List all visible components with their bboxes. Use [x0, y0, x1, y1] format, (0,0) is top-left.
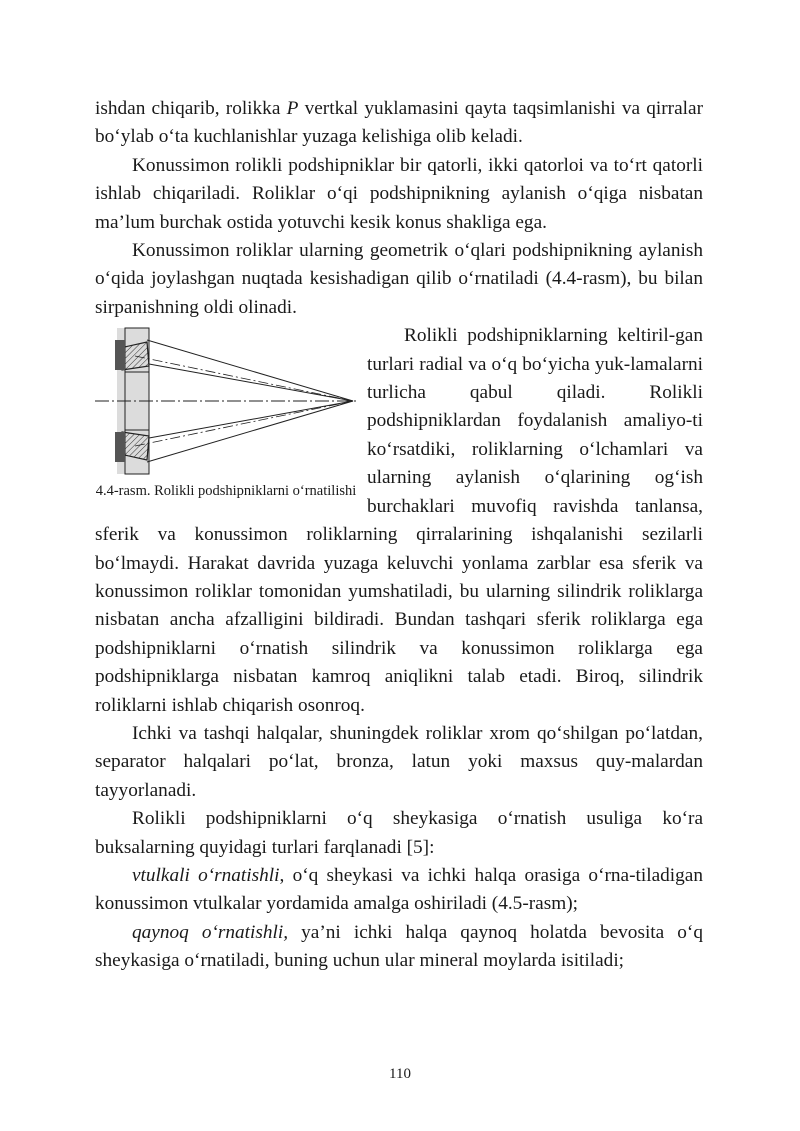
paragraph-4: Rolikli podshipniklarning keltiril-gan turlari radial va o‘q bo‘yicha yuk-lamalarni turlicha qabul qiladi. Rolikli podshipniklardan foydalanish amaliyo-ti ko‘rsatdiki, roliklarning o‘lchamlari va ularning aylanish o‘qlarining og‘ish burchaklari muvofiq ravishda tanlansa, sferik va konussimon roliklarning qirralarining ishqalanishi sezilarli bo‘lmaydi. Harakat davrida yuzaga keluvchi yonlama zarblar esa sferik va konussimon roliklar tomonidan yumshatiladi, bu ularning silindrik roliklarga nisbatan ancha afzalligini bildiradi. Bundan tashqari sferik roliklarga ega podshipniklarni o‘rnatish silindrik va konussimon roliklarga ega podshipniklarga nisbatan kamroq aniqlikni talab etadi. Biroq, silindrik roliklarni ishlab chiqarish osonroq. — [95, 325, 703, 716]
term-vtulkali: vtulkali o‘rnatishli — [132, 864, 280, 886]
paragraph-6: Rolikli podshipniklarni o‘q sheykasiga o‘rnatish usuliga ko‘ra buksalarning quyidagi turlari farqlanadi [5]: — [95, 808, 703, 858]
upper-ring-section — [115, 340, 125, 370]
term-qaynoq: qaynoq o‘rnatishli, — [132, 921, 289, 943]
paragraph-1-text: ishdan chiqarib, rolikka — [95, 98, 287, 119]
figure-4-4 — [95, 326, 357, 518]
paragraph-1 — [95, 95, 703, 152]
paragraph-2: Konussimon rolikli podshipniklar bir qatorli, ikki qatorloi va to‘rt qatorli ishlab chiqariladi. Roliklar o‘qi podshipnikning aylanish o‘qiga nisbatan ma’lum burchak ostida yotuvchi kesik konus shakliga ega. — [95, 154, 703, 233]
paragraph-8 — [95, 919, 703, 976]
figure-caption: 4.4-rasm. Rolikli podshipniklarni o‘rnatilishi — [95, 483, 357, 500]
paragraph-1-rest: vertkal yuklamasini qayta taqsimlanishi va qirralar bo‘ylab o‘ta kuchlanishlar yuzaga kelishiga olib keladi. — [95, 98, 703, 148]
variable-p: P — [286, 98, 299, 119]
page-number: 110 — [389, 1066, 411, 1082]
page-body — [95, 95, 703, 976]
paragraph-7-text: , o‘q sheykasi va ichki halqa orasiga o‘rna-tiladigan konussimon vtulkalar yordamida amalga oshiriladi (4.5-rasm); — [95, 864, 703, 915]
paragraph-5: Ichki va tashqi halqalar, shuningdek roliklar xrom qo‘shilgan po‘latdan, separator halqalari po‘lat, bronza, latun yoki maxsus quy-malardan tayyorlanadi. — [95, 722, 703, 801]
lower-ring-section — [115, 432, 125, 462]
paragraph-7 — [95, 862, 703, 919]
bearing-diagram — [95, 326, 357, 476]
paragraph-3: Konussimon roliklar ularning geometrik o‘qlari podshipnikning aylanish o‘qida joylashgan nuqtada kesishadigan qilib o‘rnatiladi (4.4-rasm), bu bilan sirpanishning oldi olinadi. — [95, 240, 703, 318]
paragraph-8-text: ya’ni ichki halqa qaynoq holatda bevosita o‘q sheykasiga o‘rnatiladi, buning uchun ular mineral moylarda isitiladi; — [95, 921, 703, 972]
